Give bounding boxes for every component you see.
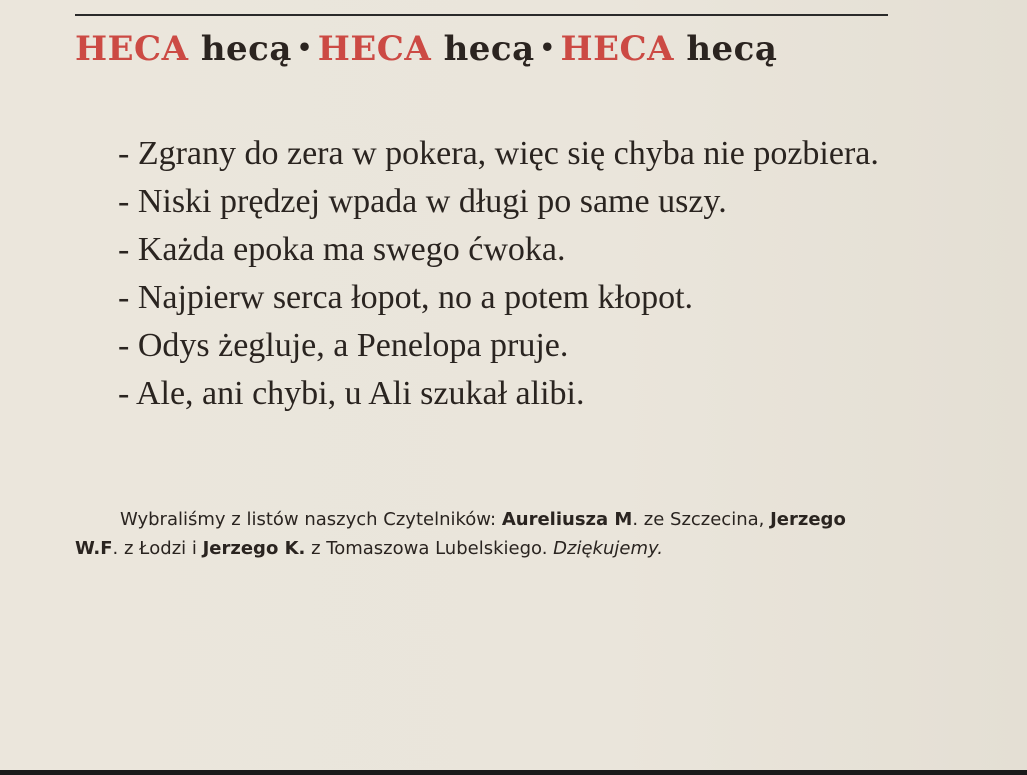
quote-item: - Ale, ani chybi, u Ali szukał alibi. bbox=[118, 375, 585, 412]
header-bullet-1: • bbox=[296, 33, 313, 62]
quote-item: - Najpierw serca łopot, no a potem kłopot. bbox=[118, 279, 694, 316]
credits-intro: Wybraliśmy z listów naszych Czytelników: bbox=[120, 509, 502, 530]
header-bullet-2: • bbox=[539, 33, 556, 62]
header-heca-word-2: hecą bbox=[431, 29, 535, 69]
header-heca-word-3: hecą bbox=[673, 29, 778, 69]
credits-thanks: Dziękujemy. bbox=[553, 538, 663, 559]
quote-item: - Zgrany do zera w pokera, więc się chyba nie pozbiera. bbox=[118, 135, 879, 172]
credits-city-szczecin: . ze Szczecina, bbox=[632, 509, 771, 530]
section-header bbox=[75, 28, 975, 69]
header-heca-1: HECA bbox=[75, 29, 189, 69]
page-bottom-edge bbox=[0, 770, 1027, 775]
credits-name-jerzy-wf: Jerzego W.F bbox=[75, 509, 846, 559]
quote-item: - Odys żegluje, a Penelopa pruje. bbox=[118, 327, 569, 364]
credits-name-jerzy-k: Jerzego K. bbox=[202, 538, 306, 559]
quote-item: - Niski prędzej wpada w długi po same uszy. bbox=[118, 183, 727, 220]
header-heca-word-1: hecą bbox=[188, 29, 292, 69]
header-heca-2: HECA bbox=[317, 29, 432, 69]
top-rule bbox=[75, 14, 888, 16]
header-heca-3: HECA bbox=[560, 29, 674, 69]
credits-city-lodz: . z Łodzi i bbox=[112, 538, 203, 559]
credits-city-tomaszow: z Tomaszowa Lubelskiego. bbox=[305, 538, 554, 559]
quote-list bbox=[118, 130, 918, 418]
credits-paragraph bbox=[75, 505, 895, 563]
quote-item: - Każda epoka ma swego ćwoka. bbox=[118, 231, 566, 268]
credits-name-aureliusz: Aureliusza M bbox=[501, 509, 633, 530]
